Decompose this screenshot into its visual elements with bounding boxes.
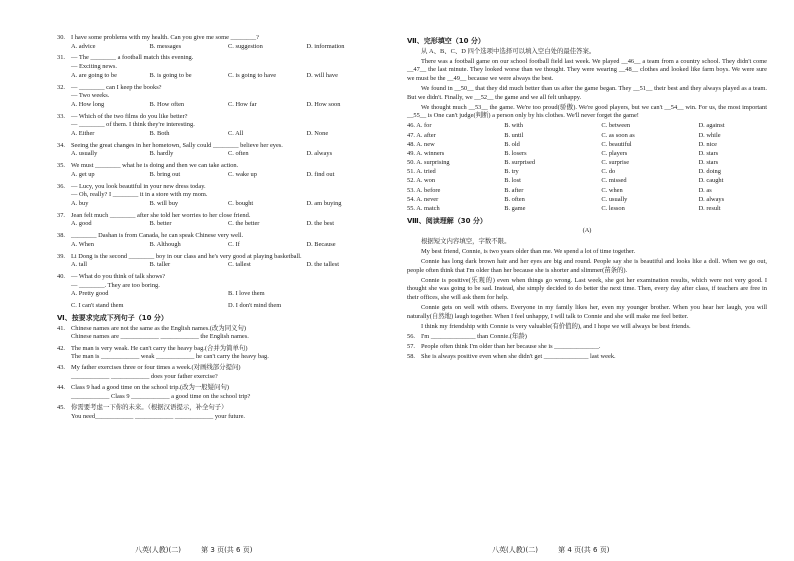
choice: C. beautiful xyxy=(601,140,632,148)
question-line xyxy=(57,63,385,72)
choice: D. always xyxy=(698,195,725,203)
option: A. buy xyxy=(71,199,89,207)
answer-template: ____________ Class 9 ____________ a good time on the school trip? xyxy=(71,392,251,400)
question-text: — Lucy, you look beautiful in your new dress today. xyxy=(71,182,206,190)
question-number: 30. xyxy=(57,34,65,41)
question-stem xyxy=(57,113,385,122)
option-row xyxy=(57,302,385,311)
option: B. is going to be xyxy=(149,71,192,79)
option: A. usually xyxy=(71,150,98,158)
question-number: 42. xyxy=(57,344,65,352)
option: A. get up xyxy=(71,170,95,178)
question-text: I have some problems with my health. Can you give me some ________? xyxy=(71,34,259,41)
choice: D. against xyxy=(698,122,725,130)
choice: B. often xyxy=(504,195,525,203)
answer-line xyxy=(57,373,385,382)
option: D. find out xyxy=(306,170,335,178)
question-stem xyxy=(57,54,385,63)
choice: B. losers xyxy=(504,149,527,157)
question-text: — ________. They are too boring. xyxy=(71,281,160,289)
answer-line xyxy=(57,413,385,422)
section-heading: Ⅶ、完形填空（10 分） xyxy=(407,37,485,45)
option: C. the better xyxy=(228,220,260,228)
sentence-task xyxy=(57,404,385,413)
question-text: — ________ of them. I think they're interesting. xyxy=(71,121,195,129)
sentence-task xyxy=(57,345,385,354)
question-text: People often think I'm older than her because she is ______________. xyxy=(421,342,601,350)
option: B. bring out xyxy=(149,170,181,178)
option: B. Both xyxy=(149,129,170,137)
option: B. better xyxy=(149,220,172,228)
passage-paragraph: We thought much __53__ the game. We're too proud(骄傲). We're good players, but we can't __54__ win. For us, the most important __55__ is One can't judge(判断) a person only by his clothes. We'll never forget the game! xyxy=(407,103,767,120)
fill-question xyxy=(407,343,767,352)
sentence-task xyxy=(57,325,385,334)
option-row xyxy=(57,150,385,159)
task-instruction: 你需要考虑一下你的未来。（根据汉语提示，补全句子） xyxy=(71,403,228,411)
option: D. always xyxy=(306,150,333,158)
choice: B. after xyxy=(504,186,524,194)
option: A. Pretty good xyxy=(71,290,109,298)
part-label: (A) xyxy=(582,227,592,235)
choice: B. old xyxy=(504,140,520,148)
option-row xyxy=(57,290,385,299)
option: B. will buy xyxy=(149,199,179,207)
question-text: — The ________ a football match this evening. xyxy=(71,54,194,62)
option: C. often xyxy=(228,150,249,158)
question-stem xyxy=(57,212,385,221)
question-stem xyxy=(57,162,385,171)
question-number: 34. xyxy=(57,141,65,149)
option: D. information xyxy=(306,42,345,50)
choice: D. as xyxy=(698,186,712,194)
question-text: We must ________ what he is doing and then we can take action. xyxy=(71,162,239,170)
question-text: Li Dong is the second ________ boy in our class and he's very good at playing basketball. xyxy=(71,252,302,260)
left-footer xyxy=(135,545,252,555)
choice: 47. A. after xyxy=(407,131,436,139)
option: C. I can't stand them xyxy=(71,302,124,310)
option: B. Although xyxy=(149,240,181,248)
question-text: — Oh, really? I ________ it in a store with my mom. xyxy=(71,191,208,199)
option-row xyxy=(57,72,385,81)
choice: B. try xyxy=(504,168,519,176)
question-stem xyxy=(57,183,385,192)
footer-page: 第 4 页(共 6 页) xyxy=(558,546,610,554)
question-text: — Which of the two films do you like better? xyxy=(71,112,188,120)
reading-paragraph: My best friend, Connie, is two years older than me. We spend a lot of time together. xyxy=(421,247,636,255)
option: B. messages xyxy=(149,42,182,50)
right-column xyxy=(407,34,767,362)
section-instruction: 从 A、B、C、D 四个选项中选择可以填入空白处的最佳答案。 xyxy=(421,47,596,55)
question-number: 39. xyxy=(57,252,65,260)
question-text: — Two weeks. xyxy=(71,92,110,100)
question-number: 43. xyxy=(57,364,65,372)
choice: 48. A. new xyxy=(407,140,435,148)
option-row xyxy=(57,130,385,139)
choice: C. players xyxy=(601,149,628,157)
question-number: 31. xyxy=(57,54,65,62)
choice: C. lesson xyxy=(601,205,625,213)
choice: C. surprise xyxy=(601,159,630,167)
choice: 49. A. winners xyxy=(407,149,445,157)
choice: D. caught xyxy=(698,177,724,185)
option: A. How long xyxy=(71,100,105,108)
task-instruction: Class 9 had a good time on the school trip.(改为一般疑问句) xyxy=(71,384,229,392)
option-row xyxy=(57,241,385,250)
section-heading: Ⅷ、阅读理解（30 分） xyxy=(407,216,487,225)
option: B. hardly xyxy=(149,150,174,158)
option-row xyxy=(57,171,385,180)
option: A. When xyxy=(71,240,94,248)
choice: D. nice xyxy=(698,140,718,148)
question-number: 56. xyxy=(407,332,415,340)
option: B. taller xyxy=(149,261,171,269)
choice: C. as soon as xyxy=(601,131,635,139)
question-text: Jean felt much ________ after she told her worries to her close friend. xyxy=(71,211,251,219)
option-row xyxy=(57,101,385,110)
answer-line xyxy=(57,333,385,342)
choices-grid xyxy=(407,122,767,213)
question-number: 33. xyxy=(57,112,65,120)
answer-line xyxy=(57,353,385,362)
choice: 53. A. before xyxy=(407,186,441,194)
option: A. Either xyxy=(71,129,95,137)
option: C. tallest xyxy=(228,261,251,269)
choice: C. between xyxy=(601,122,631,130)
task-instruction: My father exercises three or four times a week.(对画线部分提问) xyxy=(71,364,241,372)
question-number: 38. xyxy=(57,232,65,240)
option: A. advice xyxy=(71,42,96,50)
question-stem xyxy=(57,34,385,43)
section-heading: Ⅵ、按要求完成下列句子（10 分） xyxy=(57,314,168,323)
footer-page: 第 3 页(共 6 页) xyxy=(201,546,253,554)
question-text: I'm ______________ than Connie.(年龄) xyxy=(421,332,527,340)
question-line xyxy=(57,282,385,291)
question-line xyxy=(57,92,385,101)
footer-title: 八英(人教)(二) xyxy=(135,546,181,554)
reading-paragraph: Connie is positive(乐观的) even when things go wrong. Last week, she got her examination results, which were not very good. I thought she was going to be sad. Instead, she simply decided to do better the next time. Then, every day after class, if teachers are free in their offices, she will ask them for help. xyxy=(407,276,767,301)
left-column xyxy=(57,34,385,424)
choice: 51. A. tried xyxy=(407,168,436,176)
option: C. wake up xyxy=(228,170,257,178)
option: D. How soon xyxy=(306,100,341,108)
question-line xyxy=(57,121,385,130)
choice: C. usually xyxy=(601,195,628,203)
question-text: — ________ can I keep the books? xyxy=(71,83,162,91)
reading-paragraph: I think my friendship with Connie is very valuable(有价值的), and I hope we will always be best friends. xyxy=(421,322,691,330)
choice: D. while xyxy=(698,131,721,139)
choice: D. stars xyxy=(698,159,719,167)
choice: 52. A. won xyxy=(407,177,436,185)
fill-question xyxy=(407,333,767,342)
question-stem xyxy=(57,232,385,241)
option: C. All xyxy=(228,129,244,137)
choice: B. with xyxy=(504,122,524,130)
task-instruction: The man is very weak. He can't carry the heavy bag.(合并为简单句) xyxy=(71,344,248,352)
footer-title: 八英(人教)(二) xyxy=(492,546,538,554)
option: C. bought xyxy=(228,199,254,207)
sentence-task xyxy=(57,384,385,393)
question-text: ________ Dashan is from Canada, he can speak Chinese very well. xyxy=(71,232,244,240)
option: D. Because xyxy=(306,240,336,248)
choice: 55. A. match xyxy=(407,205,440,213)
option: B. I love them xyxy=(228,290,265,298)
option: D. I don't mind them xyxy=(228,302,282,310)
option: C. suggestion xyxy=(228,42,263,50)
option: D. will have xyxy=(306,71,338,79)
question-stem xyxy=(57,84,385,93)
passage-paragraph: We found in __50__ that they did much better than us after the game began. They __51__ their best and they always played as a team. But we didn't. Finally, we __52__ the game and we all felt unhappy. xyxy=(407,84,767,101)
option: A. are going to be xyxy=(71,71,117,79)
option: A. tall xyxy=(71,261,87,269)
question-number: 36. xyxy=(57,182,65,190)
question-text: Seeing the great changes in her hometown, Sally could ________ believe her eyes. xyxy=(71,141,283,149)
option: C. How far xyxy=(228,100,257,108)
reading-paragraph: Connie has long dark brown hair and her eyes are big and round. People say she is beautiful and looks like a doll. When we go out, people often think that I'm older than her because she is shorter and slimmer(苗条的). xyxy=(407,258,767,274)
option: C. is going to have xyxy=(228,71,277,79)
question-number: 37. xyxy=(57,211,65,219)
choice: B. game xyxy=(504,205,526,213)
choice: C. do xyxy=(601,168,616,176)
question-number: 35. xyxy=(57,162,65,170)
answer-template: The man is ____________ weak ____________ he can't carry the heavy bag. xyxy=(71,353,269,361)
sentence-task xyxy=(57,364,385,373)
fill-question xyxy=(407,353,767,362)
section-instruction: 根据短文内容填空，字数不限。 xyxy=(421,237,511,245)
answer-template: Chinese names are ____________ ____________ the English names. xyxy=(71,333,249,341)
choice: B. lost xyxy=(504,177,521,185)
question-text: She is always positive even when she didn't get ______________ last week. xyxy=(421,352,616,360)
answer-template: ____________ ____________ does your father exercise? xyxy=(71,372,218,380)
reading-paragraph: Connie gets on well with others. Everyone in my family likes her, even my younger brother. When you hear her laugh, you will naturally(自然地) laugh together. When I feel unhappy, I will talk to Connie and she will make me feel better. xyxy=(407,303,767,320)
answer-template: You need____________ ____________ ____________ your future. xyxy=(71,412,246,420)
question-stem xyxy=(57,273,385,282)
task-instruction: Chinese names are not the same as the English names.(改为同义句) xyxy=(71,324,246,332)
option-row xyxy=(57,200,385,209)
question-number: 58. xyxy=(407,352,415,360)
option-row xyxy=(57,43,385,52)
option: D. None xyxy=(306,129,329,137)
choice: D. stars xyxy=(698,149,719,157)
choice: C. missed xyxy=(601,177,627,185)
question-line xyxy=(57,191,385,200)
choice: D. doing xyxy=(698,168,721,176)
question-stem xyxy=(57,142,385,151)
passage-paragraph: There was a football game on our school football field last week. We played __46__ a team from a country school. They didn't come __47__ the last minute. They looked worse than we thought. They were wearing __48__ clothes and looked like farm boys. We were sure we must be the __49__ because we were always the best. xyxy=(407,57,767,82)
option: A. good xyxy=(71,220,92,228)
question-number: 44. xyxy=(57,384,65,392)
choice: D. result xyxy=(698,205,721,213)
choice: C. when xyxy=(601,186,623,194)
option-row xyxy=(57,261,385,270)
option: D. the tallest xyxy=(306,261,339,269)
choice: B. until xyxy=(504,131,524,139)
question-number: 32. xyxy=(57,83,65,91)
option: B. How often xyxy=(149,100,185,108)
option: D. am buying xyxy=(306,199,342,207)
choice: 54. A. never xyxy=(407,195,439,203)
question-number: 57. xyxy=(407,342,415,350)
choice: 46. A. for xyxy=(407,122,432,130)
choice: 50. A. surprising xyxy=(407,159,450,167)
choice: B. surprised xyxy=(504,159,536,167)
question-number: 41. xyxy=(57,324,65,332)
question-text: — Exciting news. xyxy=(71,63,117,71)
option: D. the best xyxy=(306,220,335,228)
option: C. If xyxy=(228,240,240,248)
option-row xyxy=(57,220,385,229)
right-footer xyxy=(492,545,609,555)
question-stem xyxy=(57,253,385,262)
question-number: 40. xyxy=(57,273,65,281)
question-text: — What do you think of talk shows? xyxy=(71,273,166,281)
answer-line xyxy=(57,393,385,402)
question-number: 45. xyxy=(57,403,65,411)
